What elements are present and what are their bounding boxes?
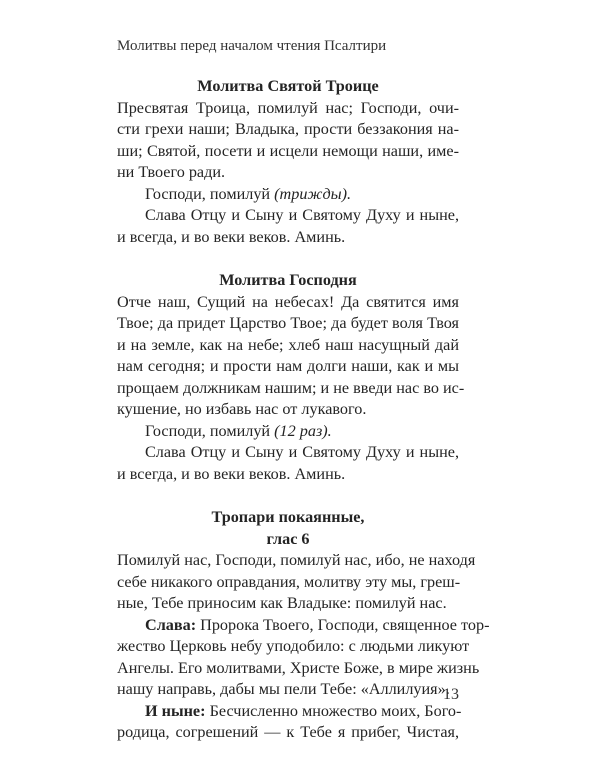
text-line: Пресвятая Троица, помилуй нас; Господи, очи- bbox=[117, 98, 459, 117]
text-line: себе никакого оправдания, молитву эту мы, греш- bbox=[117, 572, 461, 591]
glory-label: Слава: bbox=[145, 615, 197, 634]
response-text: Господи, помилуй bbox=[145, 421, 275, 440]
text-line: нам сегодня; и прости нам долги наши, как и мы bbox=[117, 357, 459, 375]
text-line: родица, согрешений — к Тебе я прибег, Чистая, bbox=[117, 723, 459, 741]
running-head: Молитвы перед началом чтения Псалтири bbox=[117, 38, 387, 54]
response-note: (трижды). bbox=[274, 184, 352, 203]
text-line: ни Твоего ради. bbox=[117, 163, 226, 181]
text-line: ные, Тебе приносим как Владыке: помилуй нас. bbox=[117, 594, 447, 612]
response-line bbox=[117, 421, 459, 443]
text-line: нашу направь, дабы мы пели Тебе: «Аллилуия». bbox=[117, 680, 450, 698]
page-content bbox=[117, 76, 490, 766]
glory-text: Пророка Твоего, Господи, священное тор- bbox=[196, 615, 490, 634]
section-title: Тропари покаянные, bbox=[211, 508, 365, 526]
glory-line bbox=[117, 615, 490, 637]
text-line: Твое; да придет Царство Твое; да будет воля Твоя bbox=[117, 314, 459, 332]
text-line: кушение, но избавь нас от лукавого. bbox=[117, 400, 367, 418]
text-line: Отче наш, Сущий на небесах! Да святится имя bbox=[117, 292, 459, 311]
text-line: Помилуй нас, Господи, помилуй нас, ибо, не находя bbox=[117, 551, 476, 569]
gloria-line: Слава Отцу и Сыну и Святому Духу и ныне, bbox=[145, 206, 459, 224]
section-holy-trinity-prayer bbox=[117, 76, 459, 248]
text-line: ши; Святой, посети и исцели немощи наши, име- bbox=[117, 141, 459, 160]
response-text: Господи, помилуй bbox=[145, 184, 275, 203]
now-text: Бесчисленно множество моих, Бого- bbox=[205, 701, 462, 720]
response-line bbox=[117, 184, 459, 206]
gloria-line: Слава Отцу и Сыну и Святому Духу и ныне, bbox=[145, 443, 459, 461]
text-line: и на земле, как на небе; хлеб наш насущный дай bbox=[117, 335, 459, 354]
gloria-line: и всегда, и во веки веков. Аминь. bbox=[117, 227, 346, 246]
section-title: Молитва Господня bbox=[219, 271, 357, 289]
text-line: сти грехи наши; Владыка, прости беззакония на- bbox=[117, 120, 459, 138]
section-title: Молитва Святой Троице bbox=[197, 77, 379, 95]
now-label: И ныне: bbox=[145, 701, 206, 720]
gloria-line: и всегда, и во веки веков. Аминь. bbox=[117, 464, 346, 483]
section-subtitle: глас 6 bbox=[266, 529, 310, 548]
section-lords-prayer bbox=[117, 270, 465, 485]
response-note: (12 раз). bbox=[274, 421, 332, 440]
now-line bbox=[117, 701, 462, 723]
text-line: Ангелы. Его молитвами, Христе Боже, в мире жизнь bbox=[117, 658, 480, 677]
text-line: жество Церковь небу уподобило: с людьми ликуют bbox=[117, 637, 470, 655]
page-number: 13 bbox=[443, 686, 459, 703]
text-line: прощаем должникам нашим; и не введи нас во ис- bbox=[117, 378, 465, 397]
section-troparia bbox=[117, 507, 490, 744]
